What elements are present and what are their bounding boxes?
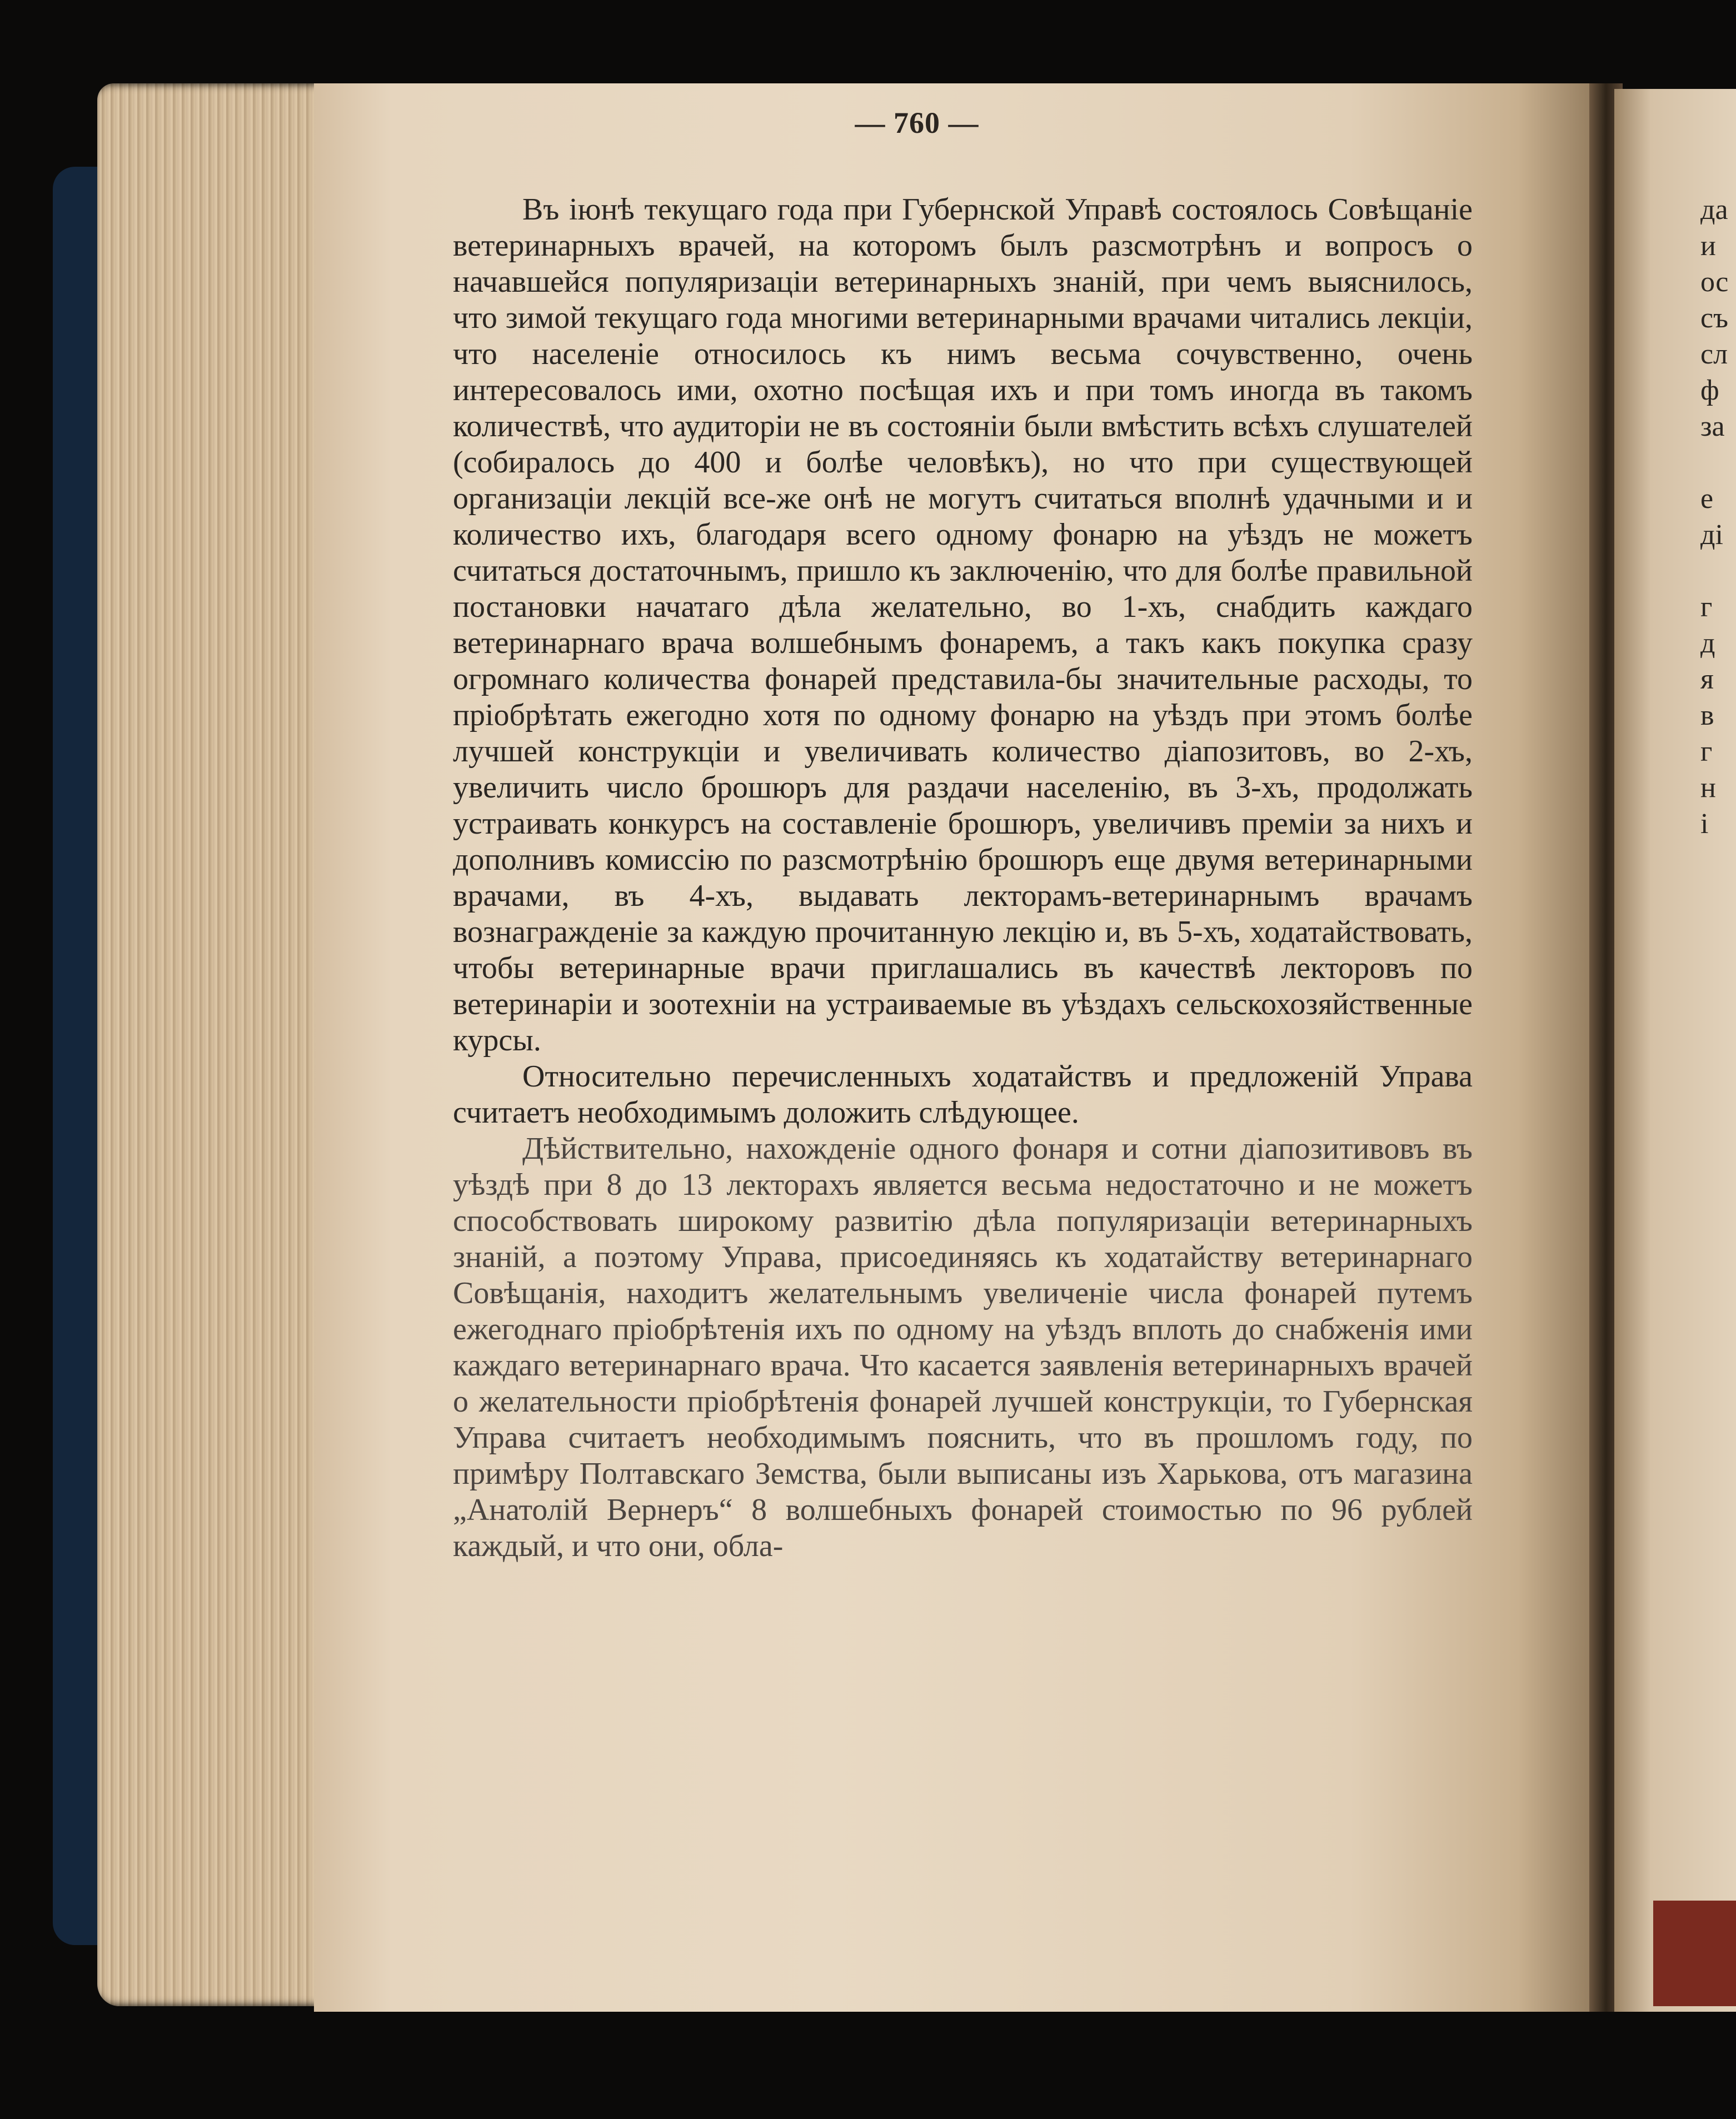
fragment: ді (1700, 519, 1723, 551)
main-text (453, 192, 1473, 1564)
facing-cover-corner (1653, 1901, 1736, 2006)
fragment: г (1700, 736, 1713, 767)
fragment: ос (1700, 266, 1729, 298)
fragment: д (1700, 627, 1715, 659)
page-number: — 760 — (855, 106, 979, 139)
facing-page-fragments-3 (1700, 589, 1736, 842)
paragraph-2: Относительно перечисленныхъ ходатайствъ и предложеній Управа считаетъ необходимымъ доложить слѣдующее. (453, 1059, 1473, 1130)
fragment: да (1700, 194, 1728, 226)
fragment: съ (1700, 302, 1728, 334)
facing-page-fragments-1 (1700, 192, 1736, 445)
fragment: г (1700, 591, 1713, 623)
facing-page-fragments-2 (1700, 481, 1736, 553)
page-stack-edges (97, 83, 345, 2006)
fragment: за (1700, 411, 1725, 442)
paragraph-3: Дѣйствительно, нахожденіе одного фонаря и сотни діапозитивовъ въ уѣздѣ при 8 до 13 лекторахъ является весьма недостаточно и не можетъ способствовать широкому развитію дѣла популяризаціи ветеринарныхъ знаній, а поэтому Управа, присоединяясь къ ходатайству ветеринарнаго Совѣщанія, находитъ желательнымъ увеличеніе числа фонарей путемъ ежегоднаго пріобрѣтенія ихъ по одному на уѣздъ вплоть до снабженія ими каждаго ветеринарнаго врача. Что касается заявленія ветеринарныхъ врачей о желательности пріобрѣтенія фонарей лучшей конструкціи, то Губернская Управа считаетъ необходимымъ пояснить, что въ прошломъ году, по примѣру Полтавскаго Земства, были выписаны изъ Харькова, отъ магазина „Анатолій Вернеръ“ 8 волшебныхъ фонарей стоимостью по 96 рублей каждый, и что они, обла- (453, 1131, 1473, 1563)
fragment: сл (1700, 338, 1728, 370)
fragment: ф (1700, 375, 1719, 406)
fragment: в (1700, 700, 1714, 731)
paragraph-1: Въ іюнѣ текущаго года при Губернской Управѣ состоялось Совѣщаніе ветеринарныхъ врачей, на которомъ былъ разсмотрѣнъ и вопросъ о начавшейся популяризаціи ветеринарныхъ знаній, при чемъ выяснилось, что зимой текущаго года многими ветеринарными врачами читались лекціи, что населеніе относилось къ нимъ весьма сочувственно, очень интересовалось ими, охотно посѣщая ихъ и при томъ иногда въ такомъ количествѣ, что аудиторіи не въ состояніи были вмѣстить всѣхъ слушателей (собиралось до 400 и болѣе человѣкъ), но что при существующей организаціи лекцій все-же онѣ не могутъ считаться вполнѣ удачными и и количество ихъ, благодаря всего одному фонарю на уѣздъ не можетъ считаться достаточнымъ, пришло къ заключенію, что для болѣе правильной постановки начатаго дѣла желательно, во 1-хъ, снабдить каждаго ветеринарнаго врача волшебнымъ фонаремъ, а такъ какъ покупка сразу огромнаго количества фонарей представила-бы значительные расходы, то пріобрѣтать ежегодно хотя по одному фонарю на уѣздъ при этомъ болѣе лучшей конструкціи и увеличивать количество діапозитовъ, во 2-хъ, увеличить число брошюръ для раздачи населенію, въ 3-хъ, продолжать устраивать конкурсъ на составленіе брошюръ, увеличивъ преміи за нихъ и дополнивъ комиссію по разсмотрѣнію брошюръ еще двумя ветеринарными врачами, въ 4-хъ, выдавать лекторамъ-ветеринарнымъ врачамъ вознагражденіе за каждую прочитанную лекцію и, въ 5-хъ, ходатайствовать, чтобы ветеринарные врачи приглашались въ качествѣ лекторовъ по ветеринаріи и зоотехніи на устраиваемые въ уѣздахъ сельскохозяйственные курсы. (453, 192, 1473, 1058)
fragment: я (1700, 664, 1714, 695)
fragment: і (1700, 808, 1709, 840)
fragment: и (1700, 230, 1716, 262)
fragment: н (1700, 772, 1716, 804)
fragment: е (1700, 483, 1714, 515)
